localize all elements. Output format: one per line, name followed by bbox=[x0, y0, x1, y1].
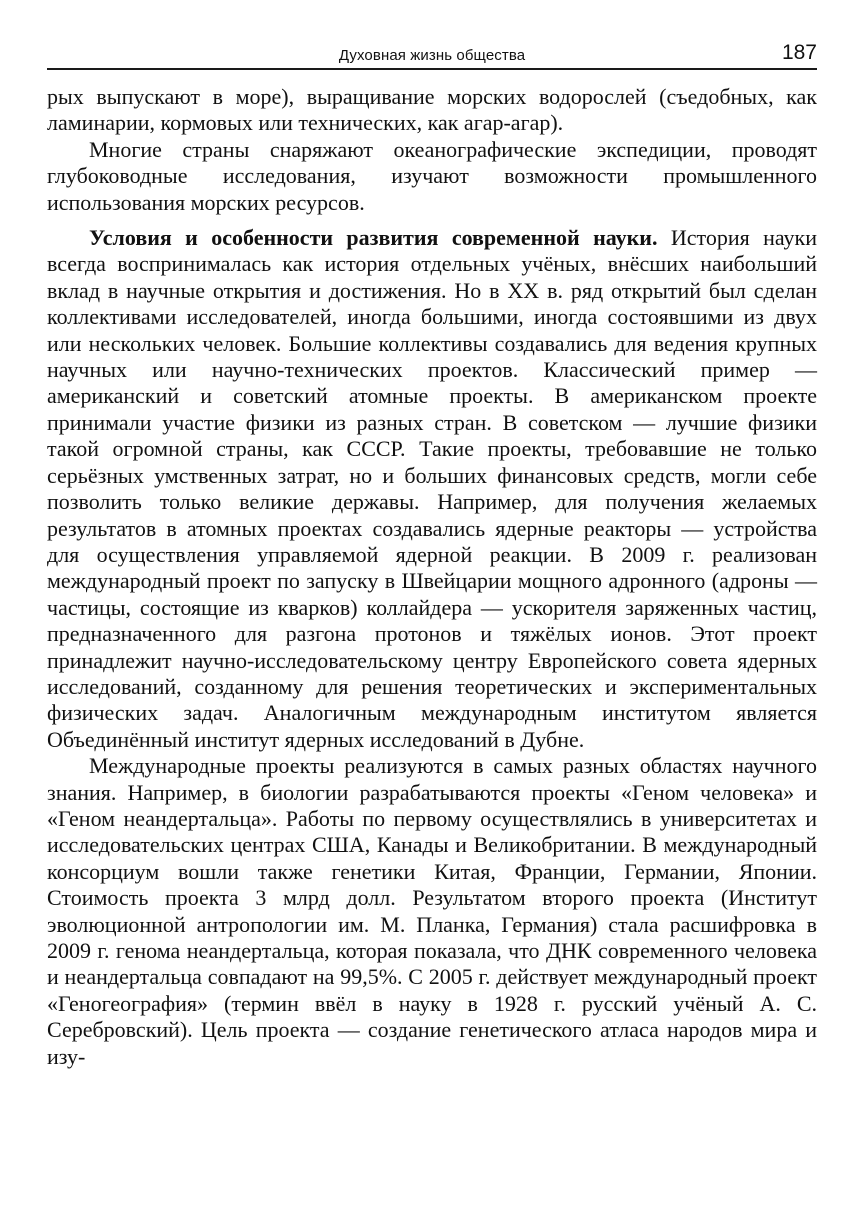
paragraph: Многие страны снаряжают океанографические экспедиции, проводят глубоководные исследования, изучают возможности промышленного использования морских ресурсов. bbox=[47, 136, 817, 215]
body-text bbox=[47, 84, 817, 1070]
paragraph: рых выпускают в море), выращивание морских водорослей (съедобных, как ламинарии, кормовых или технических, как агар-агар). bbox=[47, 84, 817, 136]
paragraph-section-start bbox=[47, 225, 817, 753]
paragraph-text: История науки всегда воспринималась как история отдельных учёных, внёсших наибольший вклад в научные открытия и достижения. Но в XX в. ряд открытий был сделан коллективами исследователей, иногда большими, иногда состоявшими из двух или нескольких человек. Большие коллективы создавались для ведения крупных научных или научно-технических проектов. Классический пример — американский и советский атомные проекты. В американском проекте принимали участие физики из разных стран. В советском — лучшие физики такой огромной страны, как СССР. Такие проекты, требовавшие не только серьёзных умственных затрат, но и больших финансовых средств, могли себе позволить только великие державы. Например, для получения желаемых результатов в атомных проектах создавались ядерные реакторы — устройства для осуществления управляемой ядерной реакции. В 2009 г. реализован международный проект по запуску в Швейцарии мощного адронного (адроны — частицы, состоящие из кварков) коллайдера — ускорителя заряженных частиц, предназначенного для разгона протонов и тяжёлых ионов. Этот проект принадлежит научно-исследовательскому центру Европейского совета ядерных исследований, созданному для решения теоретических и экспериментальных физических задач. Аналогичным международным институтом является Объединённый институт ядерных исследований в Дубне. bbox=[47, 225, 817, 752]
page-number: 187 bbox=[781, 41, 817, 64]
running-title: Духовная жизнь общества bbox=[338, 47, 526, 64]
page-header bbox=[47, 36, 817, 70]
section-heading: Условия и особенности развития современной науки. bbox=[89, 225, 658, 251]
paragraph: Международные проекты реализуются в самых разных областях научного знания. Например, в биологии разрабатываются проекты «Геном человека» и «Геном неандертальца». Работы по первому осуществлялись в университетах и исследовательских центрах США, Канады и Великобритании. В международный консорциум вошли также генетики Китая, Франции, Германии, Японии. Стоимость проекта 3 млрд долл. Результатом второго проекта (Институт эволюционной антропологии им. М. Планка, Германия) стала расшифровка в 2009 г. генома неандертальца, которая показала, что ДНК современного человека и неандертальца совпадают на 99,5%. С 2005 г. действует международный проект «Геногеография» (термин ввёл в науку в 1928 г. русский учёный А. С. Серебровский). Цель проекта — создание генетического атласа народов мира и изу- bbox=[47, 753, 817, 1069]
